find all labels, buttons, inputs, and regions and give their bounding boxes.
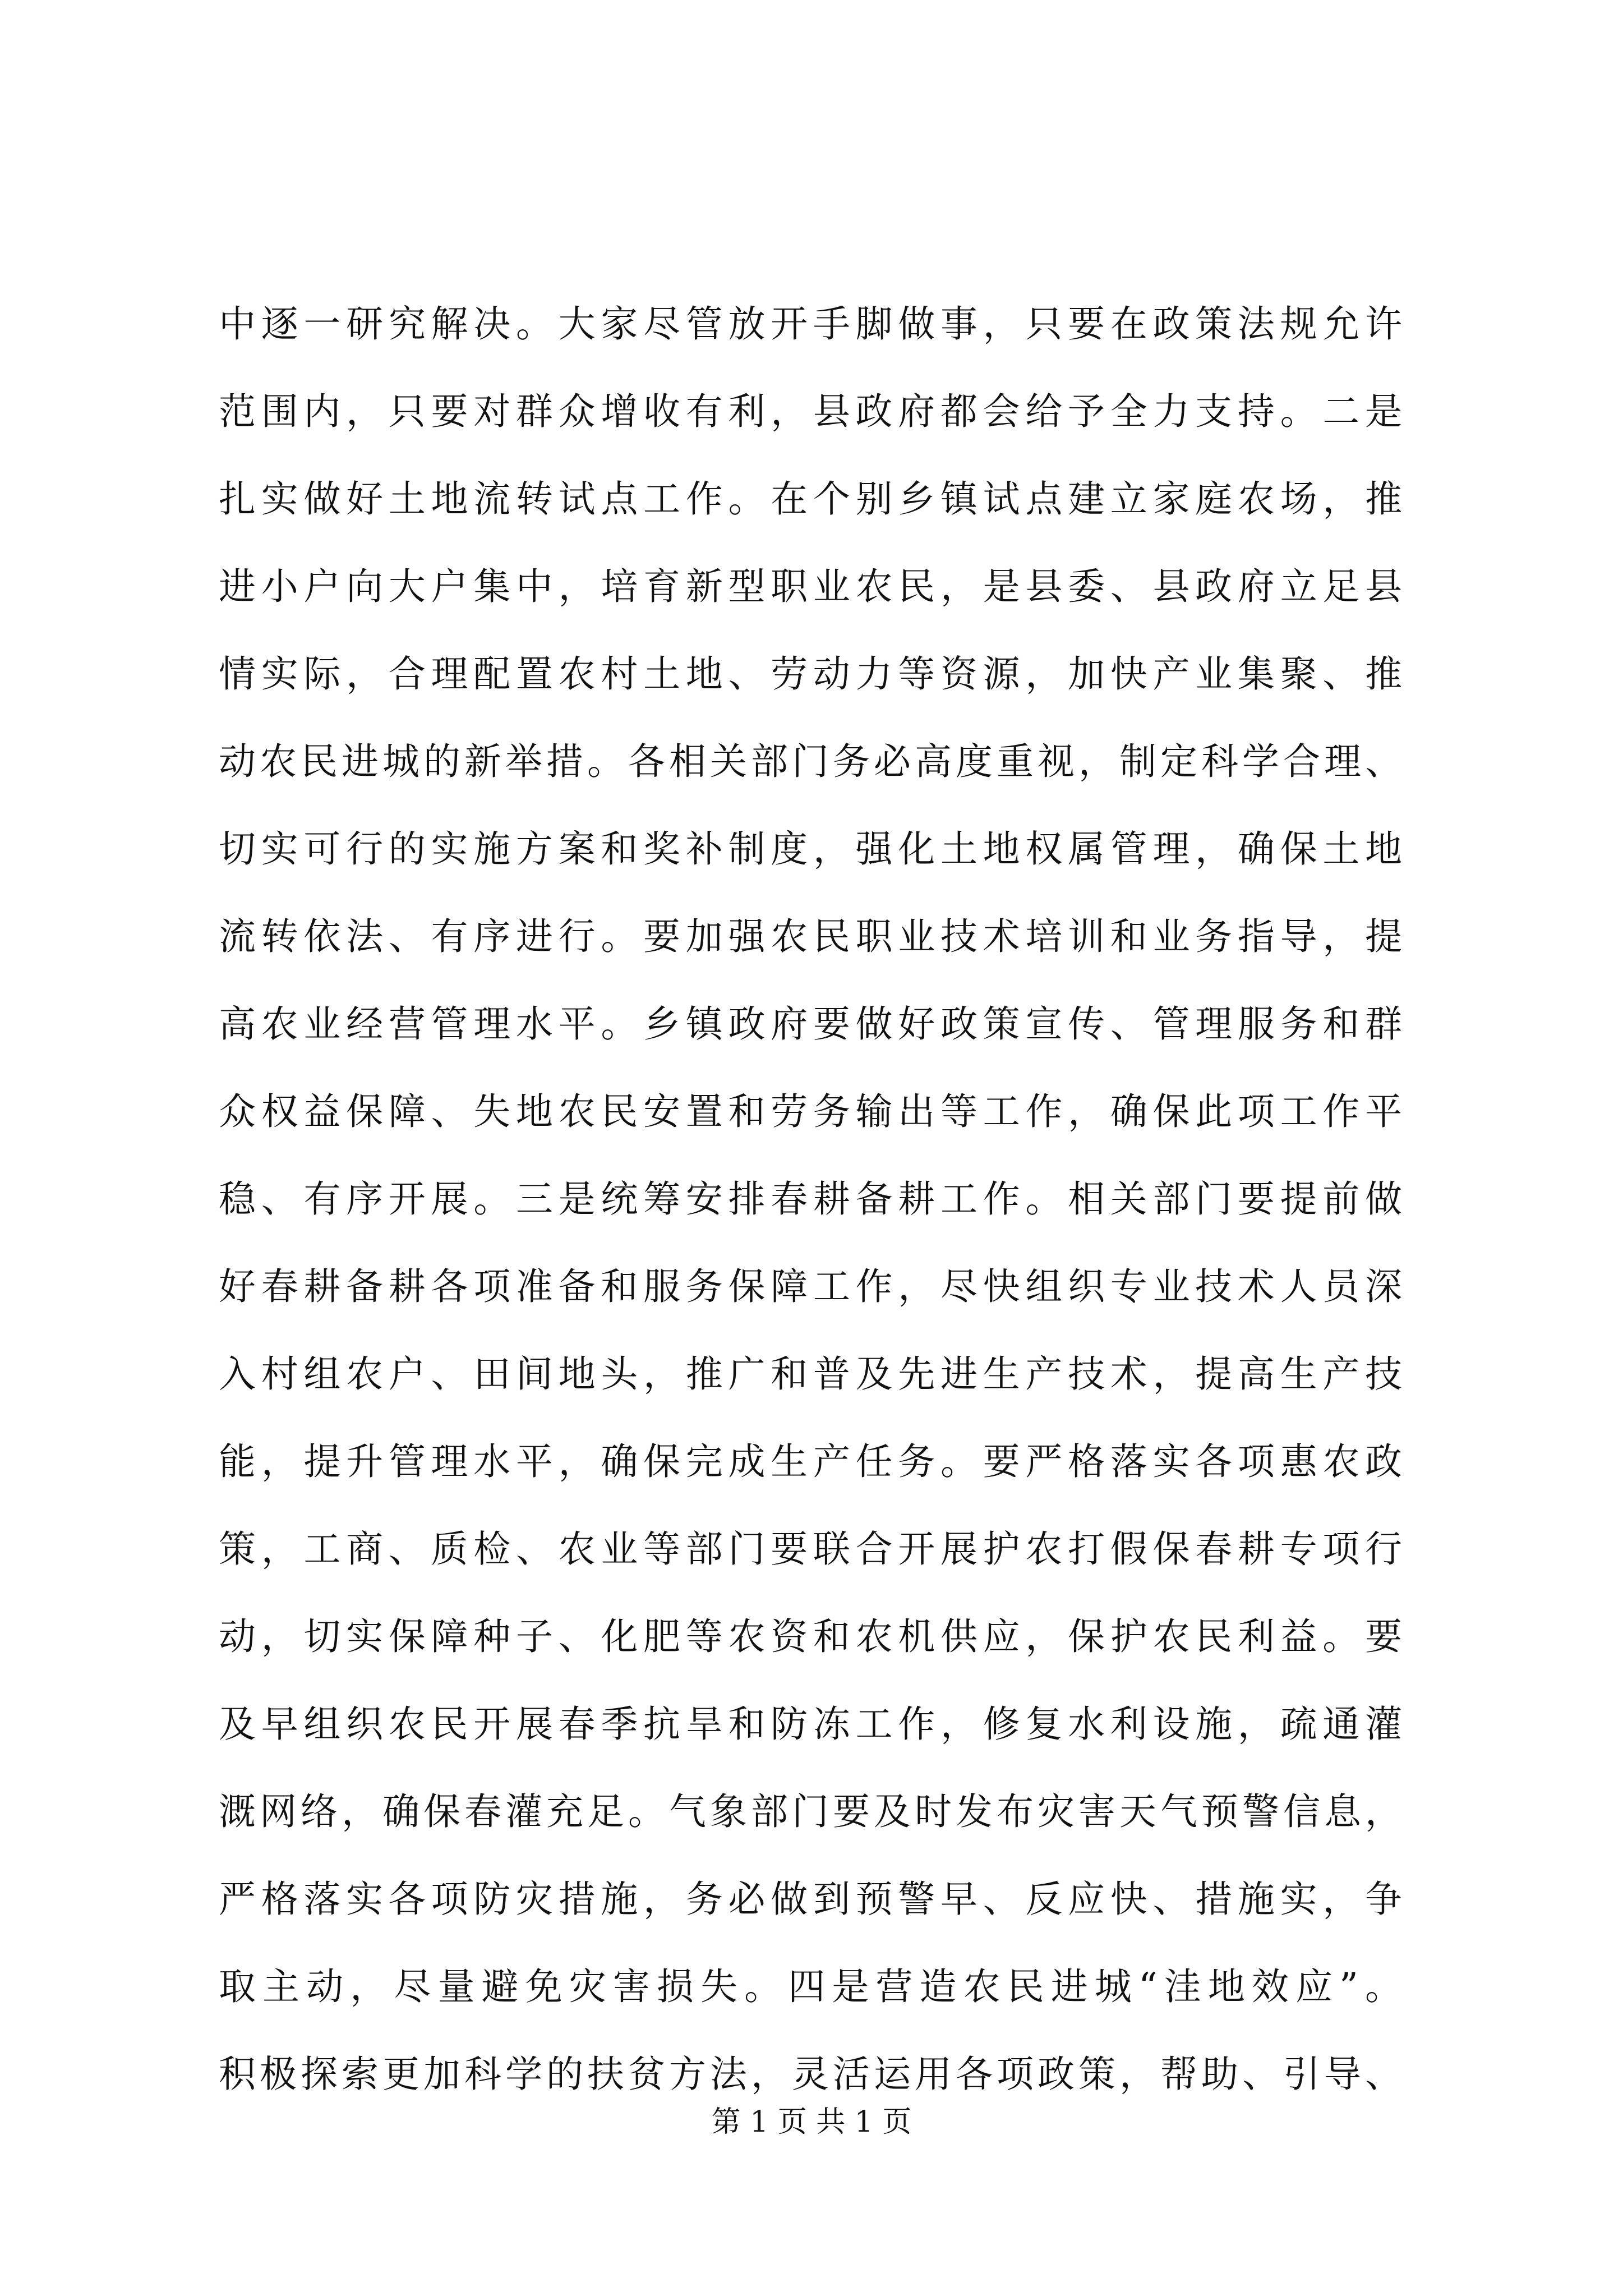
text-line: 扎实做好土地流转试点工作。在个别乡镇试点建立家庭农场，推: [219, 477, 1402, 521]
text-line: 及早组织农民开展春季抗旱和防冻工作，修复水利设施，疏通灌: [219, 1703, 1402, 1746]
text-line: 切实可行的实施方案和奖补制度，强化土地权属管理，确保土地: [219, 827, 1402, 871]
text-line: 好春耕备耕各项准备和服务保障工作，尽快组织专业技术人员深: [219, 1265, 1402, 1308]
text-line: 动，切实保障种子、化肥等农资和农机供应，保护农民利益。要: [219, 1615, 1402, 1658]
text-line: 中逐一研究解决。大家尽管放开手脚做事，只要在政策法规允许: [219, 302, 1402, 346]
text-line: 众权益保障、失地农民安置和劳务输出等工作，确保此项工作平: [219, 1090, 1402, 1133]
text-line: 进小户向大户集中，培育新型职业农民，是县委、县政府立足县: [219, 565, 1402, 608]
text-line: 高农业经营管理水平。乡镇政府要做好政策宣传、管理服务和群: [219, 1002, 1402, 1046]
text-line: 入村组农户、田间地头，推广和普及先进生产技术，提高生产技: [219, 1352, 1402, 1396]
body-text: [219, 280, 1402, 2118]
text-line: 取主动，尽量避免灾害损失。四是营造农民进城“洼地效应”。: [219, 1965, 1402, 2008]
text-line: 策，工商、质检、农业等部门要联合开展护农打假保春耕专项行: [219, 1527, 1402, 1571]
text-line: 积极探索更加科学的扶贫方法，灵活运用各项政策，帮助、引导、: [219, 2053, 1402, 2096]
text-line: 严格落实各项防灾措施，务必做到预警早、反应快、措施实，争: [219, 1878, 1402, 1921]
text-line: 溉网络，确保春灌充足。气象部门要及时发布灾害天气预警信息，: [219, 1790, 1402, 1833]
text-line: 稳、有序开展。三是统筹安排春耕备耕工作。相关部门要提前做: [219, 1177, 1402, 1221]
text-line: 情实际，合理配置农村土地、劳动力等资源，加快产业集聚、推: [219, 652, 1402, 696]
page-number-footer: 第 1 页 共 1 页: [711, 2105, 912, 2139]
text-line: 流转依法、有序进行。要加强农民职业技术培训和业务指导，提: [219, 915, 1402, 958]
text-line: 动农民进城的新举措。各相关部门务必高度重视，制定科学合理、: [219, 740, 1402, 783]
text-line: 能，提升管理水平，确保完成生产任务。要严格落实各项惠农政: [219, 1440, 1402, 1483]
text-line: 范围内，只要对群众增收有利，县政府都会给予全力支持。二是: [219, 390, 1402, 433]
